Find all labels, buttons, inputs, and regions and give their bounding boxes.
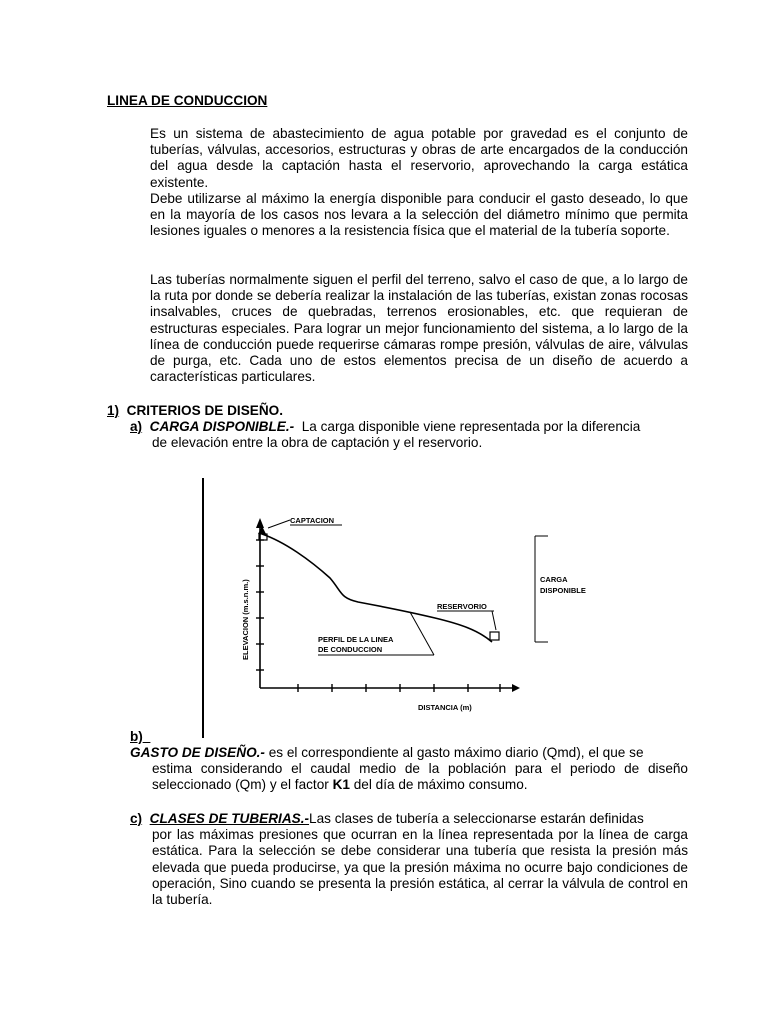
- item-a-paragraph: [130, 419, 688, 451]
- reservorio-leader-line: [492, 611, 496, 630]
- intro-paragraph-1: Es un sistema de abastecimiento de agua potable por gravedad es el conjunto de tuberías, válvulas, accesorios, estructuras y obras de arte encargados de la conducción del agua desde la captación hasta el reservorio, aprovechando la carga estática existente.: [150, 126, 688, 190]
- item-b-text-rest: [130, 761, 688, 793]
- perfil-label-line2: DE CONDUCCION: [318, 645, 383, 654]
- item-b-label: b): [130, 729, 143, 744]
- carga-disponible-diagram: [190, 470, 586, 740]
- item-c-paragraph: [130, 811, 688, 908]
- item-c-title: CLASES DE TUBERIAS.-: [149, 811, 310, 826]
- y-axis-label: ELEVACION (m.s.n.m.): [241, 579, 250, 660]
- perfil-label-line1: PERFIL DE LA LINEA: [318, 635, 394, 644]
- perfil-leader-line: [410, 612, 434, 655]
- carga-label-line1: CARGA: [540, 575, 568, 584]
- item-a-text-rest: de elevación entre la obra de captación y el reservorio.: [152, 435, 483, 451]
- section-1-title: CRITERIOS DE DISEÑO.: [126, 403, 284, 418]
- section-1-heading: [107, 403, 283, 419]
- item-b-title: GASTO DE DISEÑO.-: [130, 745, 265, 760]
- item-b-k1: K1: [332, 777, 350, 793]
- captacion-leader-line: [268, 520, 290, 528]
- x-axis-arrow-icon: [512, 684, 520, 692]
- item-a-label: a): [130, 419, 143, 434]
- item-c-text-rest: por las máximas presiones que ocurran en la línea representada por la línea de carga estática. Para la selección se debe considerar una tubería que resista la presión más elevada que pueda producirse, ya que la presión máxima no ocurre bajo condiciones de operación, Sino cuando se presenta la presión estática, al cerrar la válvula de control en la tubería.: [152, 827, 688, 908]
- document-title: LINEA DE CONDUCCION: [107, 93, 268, 108]
- item-c-text-first: Las clases de tubería a seleccionarse estarán definidas: [309, 811, 644, 826]
- y-axis-arrow-icon: [256, 518, 264, 528]
- terrain-profile-line: [262, 534, 492, 642]
- item-b-text-first: es el correspondiente al gasto máximo diario (Qmd), el que se: [268, 745, 644, 760]
- item-a-text-first: La carga disponible viene representada por la diferencia: [301, 419, 641, 434]
- reservorio-box-icon: [490, 632, 499, 640]
- intro-paragraph-3: Las tuberías normalmente siguen el perfil del terreno, salvo el caso de que, a lo largo de la ruta por donde se debería realizar la instalación de las tuberías, existan zonas rocosas insalvables, cruces de quebradas, terrenos erosionables, etc. que requieran de estructuras especiales. Para lograr un mejor funcionamiento del sistema, a lo largo de la línea de conducción puede requerirse cámaras rompe presión, válvulas de aire, válvulas de purga, etc. Cada uno de estos elementos precisa de un diseño de acuerdo a características particulares.: [150, 272, 688, 385]
- item-b-text-rest-1: estima considerando el caudal medio de la población para el periodo de diseño seleccionado (Qm) y el factor: [152, 761, 688, 793]
- item-b-label-line: [130, 729, 688, 745]
- item-b-text-rest-2: del día de máximo consumo.: [353, 777, 528, 793]
- item-a-title: CARGA DISPONIBLE.-: [149, 419, 295, 434]
- carga-label-line2: DISPONIBLE: [540, 586, 586, 595]
- section-1-number: 1): [107, 403, 120, 418]
- captacion-label: CAPTACION: [290, 516, 335, 525]
- item-b-paragraph: [130, 745, 688, 794]
- intro-paragraph-2: Debe utilizarse al máximo la energía disponible para conducir el gasto deseado, lo que en la mayoría de los casos nos levara a la selección del diámetro mínimo que permita lesiones iguales o menores a la resistencia física que el material de la tubería soporte.: [150, 191, 688, 239]
- item-c-label: c): [130, 811, 143, 826]
- x-axis-label: DISTANCIA (m): [418, 703, 472, 712]
- reservorio-label: RESERVORIO: [437, 602, 487, 611]
